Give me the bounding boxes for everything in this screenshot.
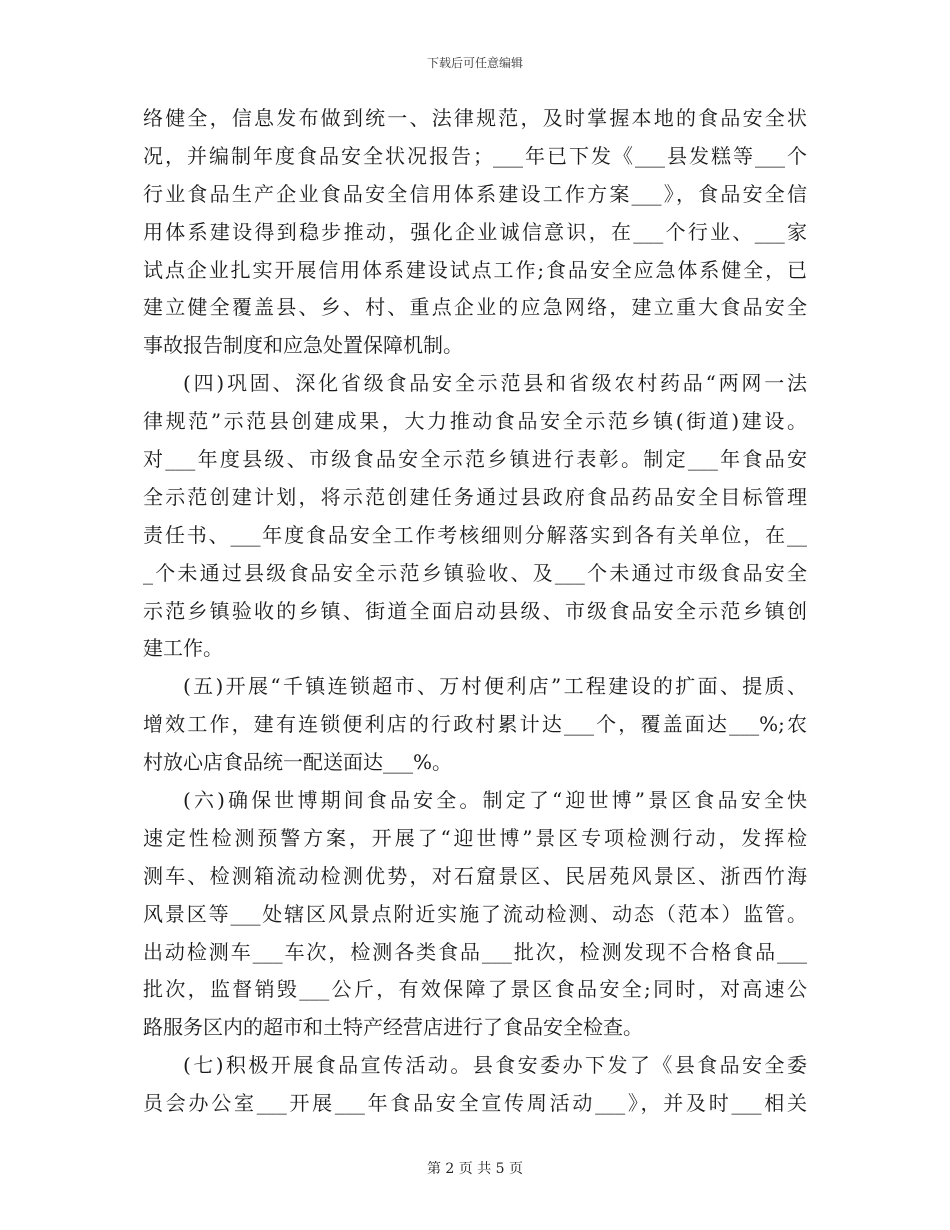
text-line: 对___年度县级、市级食品安全示范乡镇进行表彰。制定___年食品安	[143, 447, 807, 472]
text-line: 路服务区内的超市和土特产经营店进行了食品安全检查。	[143, 1015, 643, 1040]
text-line: 事故报告制度和应急处置保障机制。	[143, 333, 463, 358]
paragraph	[143, 668, 807, 782]
document-body	[143, 100, 807, 1123]
text-line: 建立健全覆盖县、乡、村、重点企业的应急网络，建立重大食品安全	[143, 295, 807, 320]
text-line: 责任书、___年度食品安全工作考核细则分解落实到各有关单位，在__	[143, 522, 807, 547]
page-footer-number: 第 2 页 共 5 页	[426, 1161, 524, 1177]
paragraph	[143, 100, 807, 365]
text-line: (六)确保世博期间食品安全。制定了“迎世博”景区食品安全快	[183, 788, 807, 813]
text-line: _个未通过县级食品安全示范乡镇验收、及___个未通过市级食品安全	[143, 560, 807, 585]
text-line: 络健全，信息发布做到统一、法律规范，及时掌握本地的食品安全状	[143, 106, 807, 130]
text-line: 况，并编制年度食品安全状况报告；___年已下发《___县发糕等___个	[143, 143, 807, 168]
text-line: 全示范创建计划，将示范创建任务通过县政府食品药品安全目标管理	[143, 484, 807, 509]
text-line: (四)巩固、深化省级食品安全示范县和省级农村药品“两网一法	[183, 371, 807, 396]
text-line: 风景区等___处辖区风景点附近实施了流动检测、动态（范本）监管。	[143, 901, 807, 926]
text-line: 员会办公室___开展___年食品安全宣传周活动___》，并及时___相关	[143, 1091, 807, 1116]
text-line: 增效工作，建有连锁便利店的行政村累计达___个，覆盖面达___%;农	[143, 712, 807, 737]
text-line: 试点企业扎实开展信用体系建设试点工作;食品安全应急体系健全，已	[143, 257, 807, 282]
text-line: 测车、检测箱流动检测优势，对石窟景区、民居苑风景区、浙西竹海	[143, 863, 807, 888]
paragraph	[143, 365, 807, 668]
text-line: 行业食品生产企业食品安全信用体系建设工作方案___》，食品安全信	[143, 181, 807, 206]
text-line: 批次，监督销毁___公斤，有效保障了景区食品安全;同时，对高速公	[143, 977, 807, 1002]
text-line: 速定性检测预警方案，开展了“迎世博”景区专项检测行动，发挥检	[143, 825, 807, 850]
text-line: (五)开展“千镇连锁超市、万村便利店”工程建设的扩面、提质、	[183, 674, 807, 699]
text-line: 示范乡镇验收的乡镇、街道全面启动县级、市级食品安全示范乡镇创	[143, 598, 807, 623]
page-header-note: 下载后可任意编辑	[426, 56, 523, 70]
paragraph	[143, 782, 807, 1047]
text-line: 用体系建设得到稳步推动，强化企业诚信意识，在___个行业、___家	[143, 219, 807, 244]
text-line: 律规范”示范县创建成果，大力推动食品安全示范乡镇(街道)建设。	[143, 409, 807, 434]
text-line: 出动检测车___车次，检测各类食品___批次，检测发现不合格食品___	[143, 939, 807, 964]
text-line: 村放心店食品统一配送面达___%。	[143, 750, 453, 775]
paragraph	[143, 1047, 807, 1123]
text-line: 建工作。	[143, 636, 223, 661]
text-line: (七)积极开展食品宣传活动。县食安委办下发了《县食品安全委	[183, 1053, 807, 1078]
